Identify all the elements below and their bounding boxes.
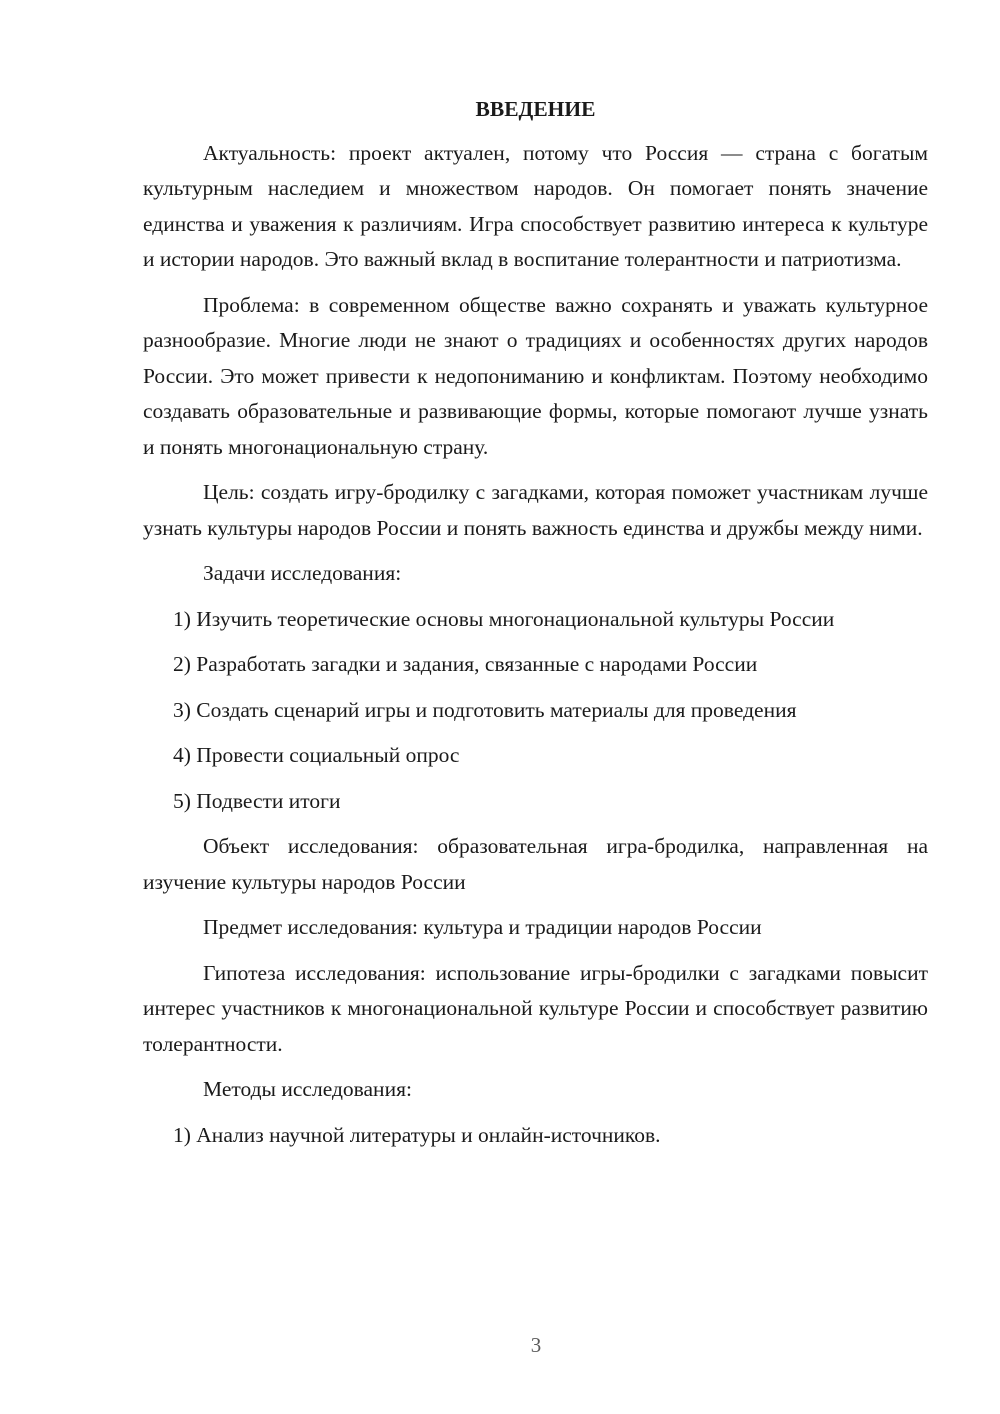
hypothesis-paragraph: Гипотеза исследования: использование игры-бродилки с загадками повысит интерес участников к многонациональной культуре России и способствует развитию толерантности.: [143, 960, 928, 1056]
task-item: 5) Подвести итоги: [173, 788, 341, 813]
method-item: 1) Анализ научной литературы и онлайн-источников.: [173, 1122, 661, 1147]
goal-paragraph: Цель: создать игру-бродилку с загадками, которая поможет участникам лучше узнать культуры народов России и понять важность единства и дружбы между ними.: [143, 480, 928, 540]
task-item: 4) Провести социальный опрос: [173, 743, 460, 767]
section-title: ВВЕДЕНИЕ: [475, 97, 596, 121]
relevance-paragraph: Актуальность: проект актуален, потому что Россия — страна с богатым культурным наследием и множеством народов. Он помогает понять значение единства и уважения к различиям. Игра способствует развитию интереса к культуре и истории народов. Это важный вклад в воспитание толерантности и патриотизма.: [143, 140, 928, 271]
tasks-heading: Задачи исследования:: [203, 561, 402, 585]
task-item: 2) Разработать загадки и задания, связанные с народами России: [173, 652, 758, 676]
problem-paragraph: Проблема: в современном обществе важно сохранять и уважать культурное разнообразие. Многие люди не знают о традициях и особенностях других народов России. Это может привести к недопониманию и конфликтам. Поэтому необходимо создавать образовательные и развивающие формы, которые помогают лучше узнать и понять многонациональную страну.: [143, 292, 928, 459]
page-number: 3: [530, 1333, 542, 1357]
task-item: 3) Создать сценарий игры и подготовить материалы для проведения: [173, 697, 797, 722]
research-object-paragraph: Объект исследования: образовательная игра-бродилка, направленная на изучение культуры народов России: [143, 834, 928, 894]
methods-heading: Методы исследования:: [203, 1077, 412, 1101]
document-page: [143, 92, 928, 1163]
research-subject-paragraph: Предмет исследования: культура и традиции народов России: [203, 915, 762, 939]
task-item: 1) Изучить теоретические основы многонациональной культуры России: [173, 606, 835, 631]
